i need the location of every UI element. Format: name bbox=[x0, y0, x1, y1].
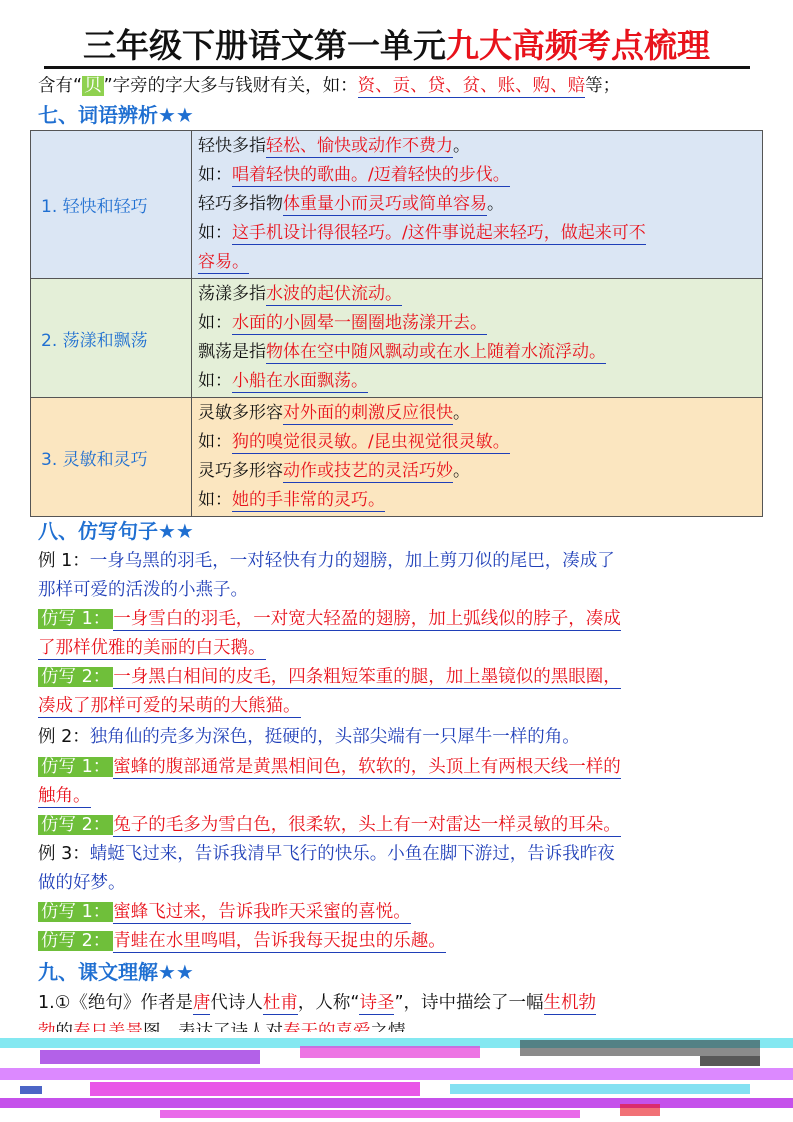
title-part-1: 三年级下册语文第一单元 bbox=[83, 26, 446, 65]
desc-cell bbox=[192, 279, 763, 398]
imitation-2-1 bbox=[38, 753, 763, 811]
example-3 bbox=[38, 840, 763, 898]
desc-key: 体重量小而灵巧或简单容易 bbox=[283, 194, 487, 214]
imitation-text: 蜜蜂的腹部通常是黄黑相间色，软软的，头顶上有两根天线一样的 bbox=[113, 757, 621, 777]
imitation-label: 仿写 1： bbox=[38, 757, 113, 777]
para-text: 代诗人 bbox=[210, 993, 263, 1013]
example-text: 蜻蜓飞过来，告诉我清早飞行的快乐。小鱼在脚下游过，告诉我昨夜 bbox=[89, 844, 615, 864]
desc-end: 。 bbox=[487, 194, 504, 214]
desc-key: 她的手非常的灵巧。 bbox=[232, 490, 385, 510]
desc-key: 轻松、愉快或动作不费力 bbox=[266, 136, 453, 156]
desc-text: 如： bbox=[198, 313, 232, 333]
desc-key: 狗的嗅觉很灵敏。/昆虫视觉很灵敏。 bbox=[232, 432, 510, 452]
para-key: 生机勃 bbox=[543, 993, 597, 1013]
intro-line bbox=[38, 72, 763, 100]
para-key: 唐 bbox=[192, 993, 211, 1013]
desc-text: 如： bbox=[198, 223, 232, 243]
imitation-2-2 bbox=[38, 811, 763, 840]
para-text: ，人称“ bbox=[297, 993, 360, 1013]
word-comparison-table bbox=[30, 130, 763, 517]
intro-suffix: 等； bbox=[585, 76, 621, 96]
imitation-label: 仿写 1： bbox=[38, 902, 113, 922]
example-text: 做的好梦。 bbox=[38, 873, 126, 893]
desc-end: 。 bbox=[453, 403, 470, 423]
table-row bbox=[31, 398, 763, 517]
example-label: 例 1： bbox=[38, 551, 90, 571]
desc-text: 轻快多指 bbox=[198, 136, 266, 156]
imitation-3-1 bbox=[38, 898, 763, 927]
imitation-text: 一身黑白相间的皮毛，四条粗短笨重的腿，加上墨镜似的黑眼圈， bbox=[113, 667, 621, 687]
title-part-2: 九大高频考点梳理 bbox=[446, 26, 710, 65]
term-cell: 2. 荡漾和飘荡 bbox=[31, 279, 192, 398]
imitation-3-2 bbox=[38, 927, 763, 956]
section-7-heading: 七、词语辨析★★ bbox=[38, 103, 194, 127]
imitation-text: 凑成了那样可爱的呆萌的大熊猫。 bbox=[38, 696, 301, 716]
example-text: 那样可爱的活泼的小燕子。 bbox=[38, 580, 248, 600]
desc-text: 如： bbox=[198, 165, 232, 185]
example-label: 例 3： bbox=[38, 844, 90, 864]
desc-end: 。 bbox=[453, 136, 470, 156]
desc-text: 轻巧多指物 bbox=[198, 194, 283, 214]
desc-cell bbox=[192, 131, 763, 279]
imitation-text: 蜜蜂飞过来，告诉我昨天采蜜的喜悦。 bbox=[113, 902, 411, 922]
desc-key: 水面的小圆晕一圈圈地荡漾开去。 bbox=[232, 313, 487, 333]
imitation-label: 仿写 1： bbox=[38, 609, 113, 629]
example-text: 一身乌黑的羽毛，一对轻快有力的翅膀，加上剪刀似的尾巴，凑成了 bbox=[89, 551, 615, 571]
term-cell: 1. 轻快和轻巧 bbox=[31, 131, 192, 279]
desc-key: 物体在空中随风飘动或在水上随着水流浮动。 bbox=[266, 342, 606, 362]
desc-text: 灵敏多形容 bbox=[198, 403, 283, 423]
imitation-label: 仿写 2： bbox=[38, 815, 113, 835]
desc-text: 如： bbox=[198, 432, 232, 452]
desc-key: 对外面的刺激反应很快 bbox=[283, 403, 453, 423]
title-underline bbox=[44, 66, 750, 69]
para-key: 杜甫 bbox=[262, 993, 298, 1013]
desc-key: 容易。 bbox=[198, 252, 249, 272]
imitation-text: 青蛙在水里鸣唱，告诉我每天捉虫的乐趣。 bbox=[113, 931, 446, 951]
imitation-1-1 bbox=[38, 605, 763, 663]
para-key: 诗圣 bbox=[359, 993, 395, 1013]
imitation-1-2 bbox=[38, 663, 763, 721]
desc-text: 灵巧多形容 bbox=[198, 461, 283, 481]
imitation-text: 一身雪白的羽毛，一对宽大轻盈的翅膀，加上弧线似的脖子，凑成 bbox=[113, 609, 621, 629]
desc-key: 小船在水面飘荡。 bbox=[232, 371, 368, 391]
desc-key: 动作或技艺的灵活巧妙 bbox=[283, 461, 453, 481]
page-title bbox=[0, 22, 793, 70]
example-1 bbox=[38, 547, 763, 605]
intro-examples: 资、贡、贷、贫、账、购、赔 bbox=[357, 76, 586, 96]
imitation-text: 了那样优雅的美丽的白天鹅。 bbox=[38, 638, 266, 658]
desc-end: 。 bbox=[453, 461, 470, 481]
example-text: 独角仙的壳多为深色，挺硬的，头部尖端有一只犀牛一样的角。 bbox=[89, 727, 580, 747]
corrupted-image-region bbox=[0, 1032, 793, 1122]
imitation-text: 兔子的毛多为雪白色，很柔软，头上有一对雷达一样灵敏的耳朵。 bbox=[113, 815, 621, 835]
para-text: ”，诗中描绘了一幅 bbox=[394, 993, 544, 1013]
desc-text: 如： bbox=[198, 490, 232, 510]
table-row bbox=[31, 279, 763, 398]
desc-key: 这手机设计得很轻巧。/这件事说起来轻巧，做起来可不 bbox=[232, 223, 646, 243]
desc-text: 荡漾多指 bbox=[198, 284, 266, 304]
intro-middle: ”字旁的字大多与钱财有关，如： bbox=[103, 76, 358, 96]
example-label: 例 2： bbox=[38, 727, 90, 747]
imitation-text: 触角。 bbox=[38, 786, 91, 806]
desc-text: 如： bbox=[198, 371, 232, 391]
desc-cell bbox=[192, 398, 763, 517]
imitation-label: 仿写 2： bbox=[38, 931, 113, 951]
term-cell: 3. 灵敏和灵巧 bbox=[31, 398, 192, 517]
desc-key: 水波的起伏流动。 bbox=[266, 284, 402, 304]
para-text: 1.①《绝句》作者是 bbox=[38, 993, 193, 1013]
section-8-heading: 八、仿写句子★★ bbox=[38, 519, 194, 543]
imitation-label: 仿写 2： bbox=[38, 667, 113, 687]
example-2 bbox=[38, 723, 763, 752]
intro-prefix: 含有“ bbox=[38, 76, 83, 96]
desc-key: 唱着轻快的歌曲。/迈着轻快的步伐。 bbox=[232, 165, 510, 185]
desc-text: 飘荡是指 bbox=[198, 342, 266, 362]
intro-radical: 贝 bbox=[84, 76, 102, 96]
table-row bbox=[31, 131, 763, 279]
section-9-heading: 九、课文理解★★ bbox=[38, 960, 194, 984]
